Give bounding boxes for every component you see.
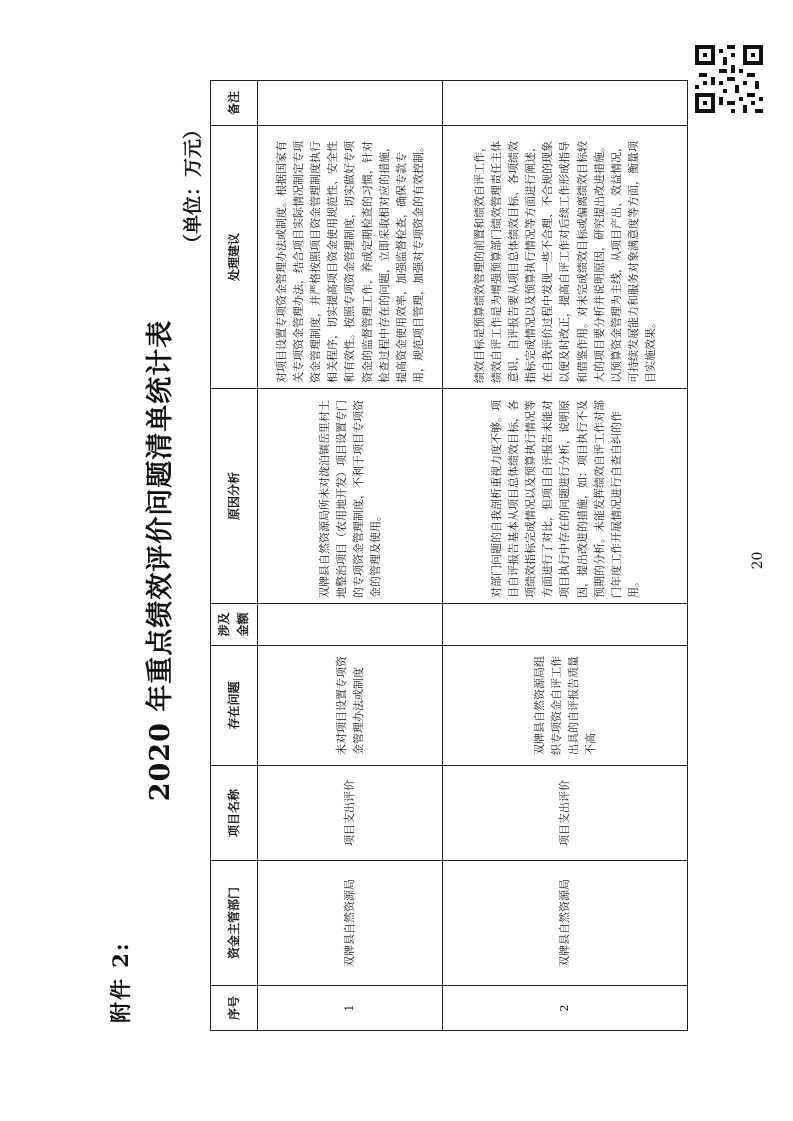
cell-cause: 对部门问题的自我剖析重视力度不够。项目自评报告基本从项目总体绩效目标，各项绩效指标完成情况以及预算执行情况等方面进行了对比，但项目自评报告未能对项目执行中存在的问题进行分析，说明原因，提出改进的措施，如：项目执行不及预期的分析。未能发挥绩效自评工作对部门年度工作开展情况进行自查自纠的作用。: [443, 389, 688, 604]
cell-suggestion: 绩效目标是预算绩效管理的前置和绩效自评工作，绩效自评工作是为增强预算部门绩效管理责任主体意识，自评报告要从项目总体绩效目标、各项绩效指标完成情况以及预算执行情况等方面进行阐述，在自我评价过程中发现一些不合理、不合规的现象以便及时改正，提高自评工作对后续工作形成指导和借鉴作用。对未完成绩效目标或偏离绩效目标较大的项目要分析并说明原因，研究提出改进措施。以预算资金管理为主线，从项目产出、效益情况，可持续发展能力和服务对象满意度等方面，衡量项目实施效果。: [443, 126, 688, 389]
header-remark: 备注: [211, 81, 258, 126]
problem-list-table: [210, 80, 688, 1031]
cell-project: 项目支出评价: [258, 766, 443, 861]
header-no: 序号: [211, 986, 258, 1031]
cell-problem: 双牌县自然资源局组织专项资金自评工作出具的自评报告质量不高: [443, 646, 688, 766]
cell-cause: 双牌县自然资源局所未对泷泊镇岳里村土地整治项目（农用地开发）项目设置专门的专项资金管理制度，不利于项目专项资金的管理及使用。: [258, 389, 443, 604]
table-header-row: [211, 81, 258, 1031]
attachment-label: 附件 2:: [108, 941, 133, 1023]
table-title: 2020 年重点绩效评价问题清单统计表: [145, 319, 176, 802]
cell-problem: 未对项目设置专项资金管理办法或制度: [258, 646, 443, 766]
cell-remark: [258, 81, 443, 126]
cell-dept: 双牌县自然资源局: [443, 861, 688, 986]
header-amount: 涉及金额: [211, 604, 258, 646]
cell-no: 1: [258, 986, 443, 1031]
cell-no: 2: [443, 986, 688, 1031]
header-project: 项目名称: [211, 766, 258, 861]
cell-project: 项目支出评价: [443, 766, 688, 861]
table-row: [258, 81, 443, 1031]
header-suggestion: 处理建议: [211, 126, 258, 389]
cell-dept: 双牌县自然资源局: [258, 861, 443, 986]
page-number: 20: [750, 551, 766, 570]
header-problem: 存在问题: [211, 646, 258, 766]
header-dept: 资金主管部门: [211, 861, 258, 986]
cell-amount: [443, 604, 688, 646]
header-cause: 原因分析: [211, 389, 258, 604]
cell-suggestion: 对项目设置专项资金管理办法或制度。根据国家有关专项资金管理办法，结合项目实际情况制定专项资金管理制度，并严格按照项目资金管理制度执行相关程序，切实提高项目资金使用规范性、安全性和有效性。按照专项资金管理制度，切实做好专项资金的监督管理工作，养成定期检查的习惯，针对检查过程中存在的问题，立即采取相对应的措施，提高资金使用效率，加强监督检查，确保专款专用，规范项目管理，加强对专项资金的有效控制。: [258, 126, 443, 389]
table-row: [443, 81, 688, 1031]
cell-amount: [258, 604, 443, 646]
cell-remark: [443, 81, 688, 126]
unit-label: （单位：万元）: [182, 120, 204, 254]
